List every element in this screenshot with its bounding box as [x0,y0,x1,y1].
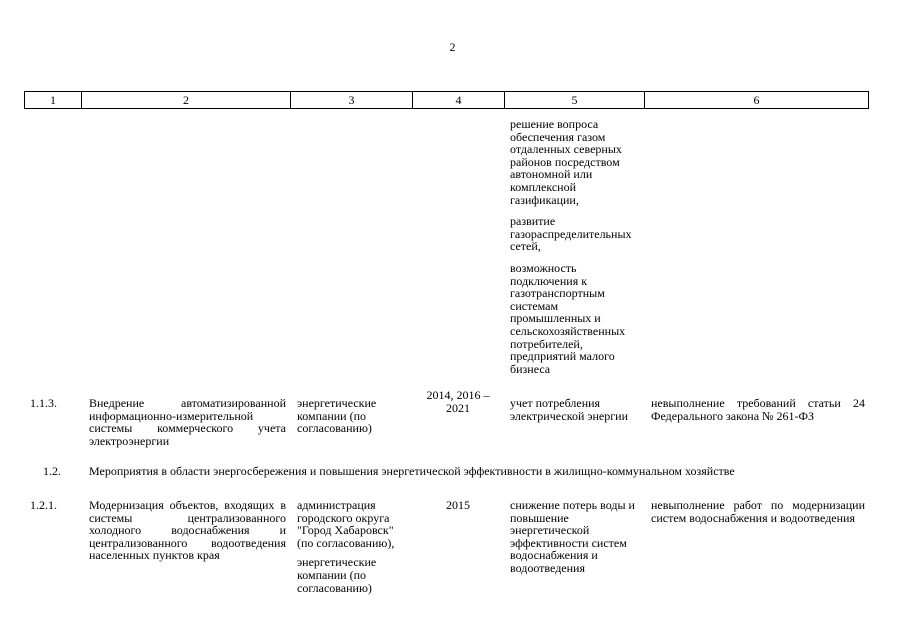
executor [297,499,409,594]
result-paragraph: решение вопроса обеспечения газом отдаленных северных районов посредством автономной или комплексной газификации, [510,117,622,207]
expected-result: учет потребления электрической энергии [510,396,629,423]
term: 2015 [446,498,470,512]
result-paragraph: развитие газораспределительных сетей, [510,214,632,254]
col-header-3: 3 [291,92,413,109]
risk-consequence: невыполнение работ по модернизации систем водоснабжения и водоотведения [651,498,865,525]
col-header-4: 4 [413,92,505,109]
col-header-1: 1 [25,92,82,109]
executor: энергетические компании (по согласованию) [297,396,377,436]
result-paragraph: возможность подключения к газотранспортным системам промышленных и сельскохозяйственных потребителей, предприятий малого бизнеса [510,260,626,376]
section-title: Мероприятия в области энергосбережения и повышения энергетической эффективности в жилищно-коммунальном хозяйстве [89,464,735,478]
col-header-6: 6 [645,92,869,109]
row-number: 1.1.3. [30,396,57,410]
risk-consequence: невыполнение требований статьи 24 Федерального закона № 261-ФЗ [651,396,865,423]
col-header-5: 5 [505,92,645,109]
measure-name: Модернизация объектов, входящих в системы централизованного холодного водоснабжения и централизованного водоотведения населенных пунктов края [89,498,286,563]
section-number: 1.2. [43,464,61,478]
page-number: 2 [449,40,456,54]
col-header-2: 2 [82,92,291,109]
row-number: 1.2.1. [30,498,57,512]
term: 2014, 2016 – 2021 [426,388,490,415]
measure-name: Внедрение автоматизированной информационно-измерительной системы коммерческого учета электроэнергии [89,396,286,448]
executor-item: администрация городского округа "Город Хабаровск" (по согласованию), [297,498,395,550]
continued-result-cell [510,118,636,375]
executor-item: энергетические компании (по согласованию) [297,555,377,595]
column-number-header [24,91,869,109]
expected-result: снижение потерь воды и повышение энергетической эффективности систем водоснабжения и водоотведения [510,498,635,575]
